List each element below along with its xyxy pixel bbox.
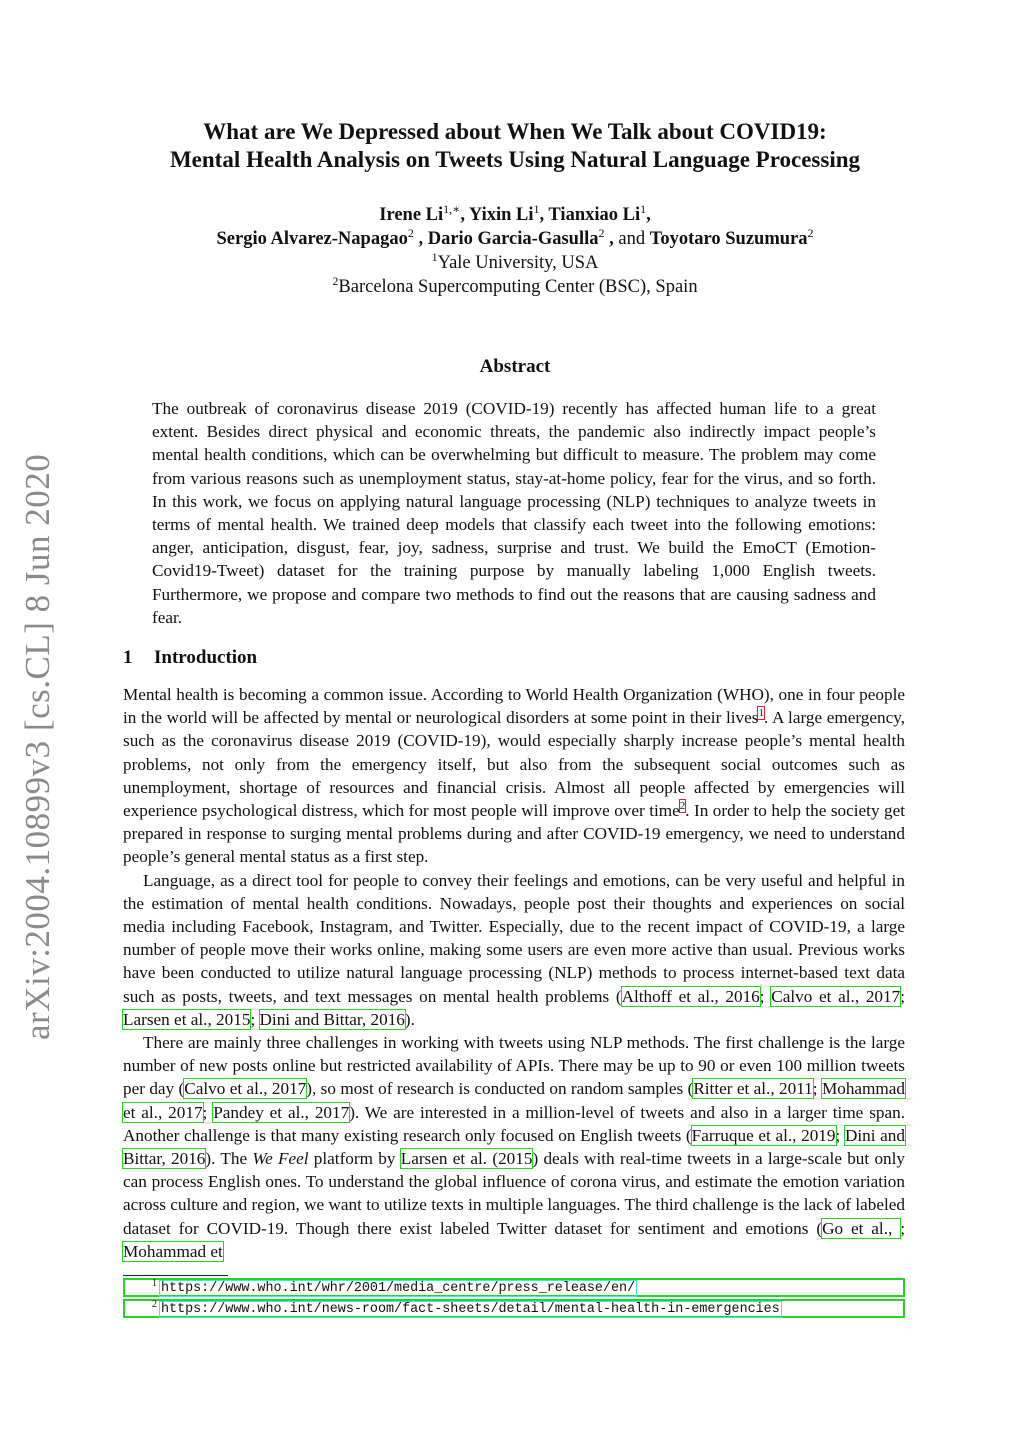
citation-link[interactable]: Mohammad et xyxy=(123,1241,223,1261)
citation-link[interactable]: Mohammad et al., 2017 xyxy=(123,1079,905,1122)
citation-link[interactable]: Althoff et al., 2016 xyxy=(621,986,760,1006)
footnote-mark: 2 xyxy=(152,1299,157,1310)
citation-link[interactable]: Pandey et al., 2017 xyxy=(213,1102,350,1122)
footnote-link[interactable]: 2 xyxy=(679,800,686,813)
citation-link[interactable]: Larsen et al., 2015 xyxy=(123,1009,251,1029)
author-name: Irene Li xyxy=(379,205,444,225)
author-conjunction: and xyxy=(618,229,646,249)
footnote-mark: 1 xyxy=(152,1278,157,1289)
authors-line-1: Irene $Li^{1,∗}$, Yixin Li$^1$, Tianxiao Li$^1$, xyxy=(379,201,651,225)
section-number: 1 xyxy=(123,647,133,668)
footnote-url-link[interactable]: https://www.who.int/news-room/fact-sheets/detail/mental-health-in-emergencies xyxy=(161,1302,780,1317)
author-affiliation-mark: 2 xyxy=(407,225,414,240)
author-name: Yixin Li xyxy=(468,205,534,225)
paragraph: There are mainly three challenges in working with tweets using NLP methods. The first challenge is the large number of new posts online but restricted availability of APIs. There may be up to 90 or even 100 million tweets per day (Calvo et al., 2017), so most of research is conducted on random samples (Ritter et al., 2011; Mohammad et al., 2017; Pandey et al., 2017). We are interested in a million-level of tweets and also in a larger time span. Another challenge is that many existing research only focused on English tweets (Farruque et al., 2019; Dini and Bittar, 2016). The We Feel platform by Larsen et al. (2015) deals with real-time tweets in a large-scale but only can process English ones. To understand the global influence of corona virus, and estimate the emotion variation across culture and region, we want to utilize texts in multiple languages. The third challenge is the lack of labeled dataset for COVID-19. Though there exist labeled Twitter dataset for sentiment and emotions (Go et al., ; Mohammad et xyxy=(123,1033,905,1261)
citation-link[interactable]: Larsen et al. (2015 xyxy=(400,1149,533,1169)
section-heading xyxy=(123,647,257,669)
citation-link[interactable]: Go et al., xyxy=(822,1218,901,1238)
abstract-text: The outbreak of coronavirus disease 2019 (COVID-19) recently has affected human life to a great extent. Besides direct physical and economic threats, the pandemic also indirectly impact people’s mental health conditions, which can be overwhelming but difficult to measure. The problem may come from various reasons such as unemployment status, stay-at-home policy, fear for the virus, and so forth. In this work, we focus on applying natural language processing (NLP) techniques to analyze tweets in terms of mental health. We trained deep models that classify each tweet into the following emotions: anger, anticipation, disgust, fear, joy, sadness, surprise and trust. We build the EmoCT (Emotion-Covid19-Tweet) dataset for the training purpose by manually labeling 1,000 English tweets. Furthermore, we propose and compare two methods to find out the reasons that are causing sadness and fear. xyxy=(152,399,876,627)
citation-link[interactable]: Dini and Bittar, 2016 xyxy=(123,1125,905,1169)
author-affiliation-mark: 2 xyxy=(598,225,605,240)
footnote-2 xyxy=(123,1299,905,1318)
author-name: Dario Garcia-Gasulla xyxy=(427,229,599,249)
footnote-link[interactable]: 1 xyxy=(758,707,764,720)
section-title: Introduction xyxy=(154,647,258,668)
platform-name: We Feel xyxy=(252,1149,309,1169)
paragraph: Language, as a direct tool for people to convey their feelings and emotions, can be very useful and helpful in the estimation of mental health conditions. Nowadays, people post their thoughts and experiences on social media including Facebook, Instagram, and Twitter. Especially, due to the recent impact of COVID-19, a large number of people move their works online, making some users are even more active than usual. Previous works have been conducted to utilize natural language processing (NLP) methods to process internet-based text data such as posts, tweets, and text messages on mental health problems (Althoff et al., 2016; Calvo et al., 2017; Larsen et al., 2015; Dini and Bittar, 2016). xyxy=(123,870,905,1029)
author-affiliation-mark: 1 xyxy=(533,201,540,216)
citation-link[interactable]: Calvo et al., 2017 xyxy=(771,986,901,1006)
citation-link[interactable]: Ritter et al., 2011 xyxy=(693,1079,813,1099)
section-body xyxy=(123,683,905,1263)
abstract-heading: Abstract xyxy=(479,356,551,377)
affiliation-1: $^1$Yale University, USA xyxy=(431,249,599,273)
paragraph: Mental health is becoming a common issue. According to World Health Organization (WHO), one in four people in the world will be affected by mental or neurological disorders at some point in their lives$^1$. A large emergency, such as the coronavirus disease 2019 (COVID-19), would especially sharply increase people’s mental health problems, not only from the emergency itself, but also from the subsequent social outcomes such as unemployment, shortage of resources and financial crisis. Almost all people affected by emergencies will experience psychological distress, which for most people will improve over time$^2$. In order to help the society get prepared in response to surging mental problems during and after COVID-19 emergency, we need to understand people’s general mental status as a first step. xyxy=(123,685,906,867)
footnote-rule xyxy=(123,1275,228,1276)
arxiv-side-stamp: arXiv:2004.10899v3 [cs.CL] 8 Jun 2020 xyxy=(18,453,57,1040)
citation-link[interactable]: Calvo et al., 2017 xyxy=(184,1079,307,1099)
affiliation-2: $^2$Barcelona Supercomputing Center (BSC), Spain xyxy=(332,273,698,297)
citation-link[interactable]: Farruque et al., 2019 xyxy=(691,1125,836,1145)
paper-title xyxy=(100,118,930,174)
author-block xyxy=(100,203,930,299)
footnote-1 xyxy=(123,1278,905,1297)
title-line-2: Mental Health Analysis on Tweets Using Natural Language Processing xyxy=(169,147,861,172)
footnote-url-link[interactable]: https://www.who.int/whr/2001/media_centre/press_release/en/ xyxy=(161,1281,636,1296)
author-name: Sergio Alvarez-Napagao xyxy=(216,229,408,249)
author-affiliation-mark: 1 xyxy=(640,201,647,216)
author-name: Toyotaro Suzumura xyxy=(649,229,808,249)
author-name: Tianxiao Li xyxy=(548,205,641,225)
author-affiliation-mark: 1,∗ xyxy=(443,201,461,216)
author-affiliation-mark: 2 xyxy=(807,225,814,240)
title-line-1: What are We Depressed about When We Talk about COVID19: xyxy=(203,119,827,144)
citation-link[interactable]: Dini and Bittar, 2016 xyxy=(259,1009,405,1029)
authors-line-2: Sergio Alvarez-Napagao$^2$ , Dario Garcia-Gasulla$^2$ , and Toyotaro Suzumura$^2$ xyxy=(216,225,814,249)
